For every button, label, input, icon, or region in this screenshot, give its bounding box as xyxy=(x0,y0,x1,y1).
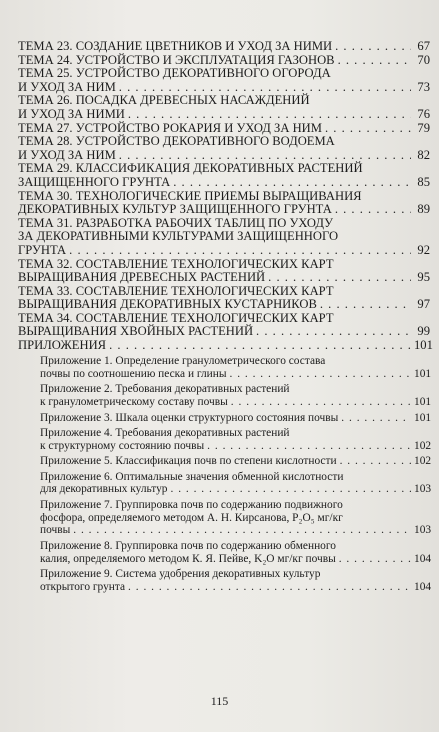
toc-page-number: 101 xyxy=(414,338,433,353)
toc-topic-entry xyxy=(18,135,430,162)
toc-entry-title-line: Приложение 6. Оптимальные значения обменной кислотности xyxy=(40,470,344,483)
toc-topic-entry xyxy=(18,190,430,217)
dot-leader xyxy=(230,368,411,381)
toc-entry-title-line: ПРИЛОЖЕНИЯ xyxy=(18,338,107,353)
toc-entry-title-line: ТЕМА 23. СОЗДАНИЕ ЦВЕТНИКОВ И УХОД ЗА НИМИ xyxy=(18,39,333,53)
dot-leader xyxy=(338,54,411,68)
toc-entry-title-line: ТЕМА 27. УСТРОЙСТВО РОКАРИЯ И УХОД ЗА НИМ xyxy=(18,120,322,135)
toc-entry-title-line: почвы xyxy=(40,524,71,537)
dot-leader xyxy=(341,412,411,425)
toc-entry-title-line: И УХОД ЗА НИМ xyxy=(18,79,116,94)
toc-entry-title-line: ЗА ДЕКОРАТИВНЫМИ КУЛЬТУРАМИ ЗАЩИЩЕННОГО xyxy=(18,229,339,244)
toc-page-number: 104 xyxy=(414,580,432,593)
toc-page-number: 95 xyxy=(417,270,430,285)
toc-entry-title-line: к гранулометрическому составу почвы xyxy=(40,396,228,409)
toc-page-number: 102 xyxy=(414,439,432,452)
toc-page-number: 101 xyxy=(414,411,432,424)
toc-entry-title-line: фосфора, определяемого методом А. Н. Кирсанова, P₂O₅ мг/кг xyxy=(40,511,343,524)
toc-appendix-entry xyxy=(18,471,430,497)
toc-topic-entry xyxy=(18,54,430,68)
toc-page-number: 97 xyxy=(417,297,430,312)
toc-page-number: 92 xyxy=(417,242,430,257)
table-of-contents xyxy=(18,39,433,594)
toc-entry-title-line: ТЕМА 26. ПОСАДКА ДРЕВЕСНЫХ НАСАЖДЕНИЙ xyxy=(18,93,310,108)
dot-leader xyxy=(207,440,411,453)
toc-entry-title-line: Приложение 3. Шкала оценки структурного состояния почвы xyxy=(40,411,339,424)
dot-leader xyxy=(340,455,411,468)
toc-appendix-entry xyxy=(18,383,430,409)
toc-topic-entry xyxy=(18,162,430,189)
toc-entry-title-line: к структурному состоянию почвы xyxy=(40,439,205,452)
toc-entry-title-line: Приложение 2. Требования декоративных растений xyxy=(40,383,290,396)
toc-entry-title-line: калия, определяемого методом К. Я. Пейве, K₂O мг/кг почвы xyxy=(40,552,336,565)
toc-page-number: 103 xyxy=(414,483,432,496)
toc-entry-title-line: ВЫРАЩИВАНИЯ ХВОЙНЫХ РАСТЕНИЙ xyxy=(18,324,254,339)
dot-leader xyxy=(320,298,411,312)
toc-page-number: 67 xyxy=(417,39,430,53)
toc-entry-title-line: ЗАЩИЩЕННОГО ГРУНТА xyxy=(18,174,171,189)
toc-entry-title-line: ТЕМА 31. РАЗРАБОТКА РАБОЧИХ ТАБЛИЦ ПО УХОДУ xyxy=(18,215,333,230)
toc-topic-entry xyxy=(18,40,430,54)
dot-leader xyxy=(325,122,411,136)
toc-page-number: 79 xyxy=(417,120,430,135)
page-number: 115 xyxy=(210,694,229,708)
dot-leader xyxy=(73,524,411,537)
toc-entry-title-line: Приложение 4. Требования декоративных растений xyxy=(40,427,290,440)
toc-topic-entry xyxy=(18,217,430,258)
toc-entry-title-line: Приложение 9. Система удобрения декоративных культур xyxy=(40,567,321,580)
dot-leader xyxy=(268,271,411,285)
toc-entry-title-line: ТЕМА 34. СОСТАВЛЕНИЕ ТЕХНОЛОГИЧЕСКИХ КАРТ xyxy=(18,310,334,325)
toc-entry-title-line: открытого грунта xyxy=(40,580,126,593)
toc-appendix-entry xyxy=(18,412,430,425)
toc-entry-title-line: ТЕМА 28. УСТРОЙСТВО ДЕКОРАТИВНОГО ВОДОЕМА xyxy=(18,134,335,149)
toc-topic-entry xyxy=(18,67,430,94)
toc-entry-title-line: ТЕМА 32. СОСТАВЛЕНИЕ ТЕХНОЛОГИЧЕСКИХ КАРТ xyxy=(18,256,334,271)
toc-appendix-entry xyxy=(18,540,430,566)
toc-appendix-entry xyxy=(18,355,430,381)
toc-entry-title-line: Приложение 7. Группировка почв по содержанию подвижного xyxy=(40,498,343,511)
toc-topic-entry xyxy=(18,122,430,136)
toc-page-number: 82 xyxy=(417,147,430,162)
toc-appendix-entry xyxy=(18,568,430,594)
toc-entry-title-line: И УХОД ЗА НИМИ xyxy=(18,106,125,121)
toc-page-number: 73 xyxy=(417,79,430,94)
toc-page-number: 89 xyxy=(417,202,430,217)
toc-page-number: 104 xyxy=(414,552,432,565)
toc-entry-title-line: ГРУНТА xyxy=(18,242,67,257)
dot-leader xyxy=(231,396,411,409)
toc-appendix-entry xyxy=(18,499,430,537)
dot-leader xyxy=(335,203,411,217)
toc-entry-title-line: Приложение 8. Группировка почв по содержанию обменного xyxy=(40,539,336,552)
toc-page-number: 102 xyxy=(414,455,432,468)
toc-topic-entry xyxy=(18,285,430,312)
toc-entry-title-line: ВЫРАЩИВАНИЯ ДРЕВЕСНЫХ РАСТЕНИЙ xyxy=(18,270,266,285)
toc-topic-entry xyxy=(18,338,433,353)
toc-entry-title-line: ТЕМА 30. ТЕХНОЛОГИЧЕСКИЕ ПРИЕМЫ ВЫРАЩИВАНИЯ xyxy=(18,188,362,203)
toc-page-number: 99 xyxy=(417,324,430,339)
toc-entry-title-line: для декоративных культур xyxy=(40,483,168,496)
toc-entry-title-line: И УХОД ЗА НИМ xyxy=(18,147,116,162)
toc-page-number: 76 xyxy=(417,106,430,121)
dot-leader xyxy=(256,325,411,339)
dot-leader xyxy=(339,553,411,566)
toc-page-number: 85 xyxy=(417,174,430,189)
toc-appendix-entry xyxy=(18,455,430,468)
toc-page-number: 70 xyxy=(417,52,430,67)
toc-entry-title-line: ТЕМА 25. УСТРОЙСТВО ДЕКОРАТИВНОГО ОГОРОДА xyxy=(18,66,331,81)
toc-entry-title-line: ТЕМА 29. КЛАССИФИКАЦИЯ ДЕКОРАТИВНЫХ РАСТЕНИЙ xyxy=(18,161,363,176)
toc-entry-title-line: ТЕМА 24. УСТРОЙСТВО И ЭКСПЛУАТАЦИЯ ГАЗОНОВ xyxy=(18,52,335,67)
toc-entry-title-line: Приложение 5. Классификация почв по степени кислотности xyxy=(40,455,337,468)
toc-topic-entry xyxy=(18,312,430,339)
dot-leader xyxy=(335,40,411,54)
dot-leader xyxy=(109,339,411,353)
toc-entry-title-line: ВЫРАЩИВАНИЯ ДЕКОРАТИВНЫХ КУСТАРНИКОВ xyxy=(18,297,317,312)
toc-page-number: 101 xyxy=(414,368,432,381)
toc-entry-title-line: ДЕКОРАТИВНЫХ КУЛЬТУР ЗАЩИЩЕННОГО ГРУНТА xyxy=(18,202,332,217)
toc-topic-entry xyxy=(18,94,430,121)
dot-leader xyxy=(128,581,411,594)
toc-topic-entry xyxy=(18,258,430,285)
toc-page-number: 103 xyxy=(414,524,432,537)
toc-appendix-entry xyxy=(18,427,430,453)
dot-leader xyxy=(173,176,411,190)
dot-leader xyxy=(119,81,411,95)
dot-leader xyxy=(69,244,411,258)
toc-entry-title-line: почвы по соотношению песка и глины xyxy=(40,368,227,381)
dot-leader xyxy=(119,149,411,163)
toc-entry-title-line: Приложение 1. Определение гранулометрического состава xyxy=(40,355,326,368)
dot-leader xyxy=(128,108,411,122)
toc-page-number: 101 xyxy=(414,396,432,409)
dot-leader xyxy=(171,483,412,496)
toc-entry-title-line: ТЕМА 33. СОСТАВЛЕНИЕ ТЕХНОЛОГИЧЕСКИХ КАРТ xyxy=(18,283,334,298)
